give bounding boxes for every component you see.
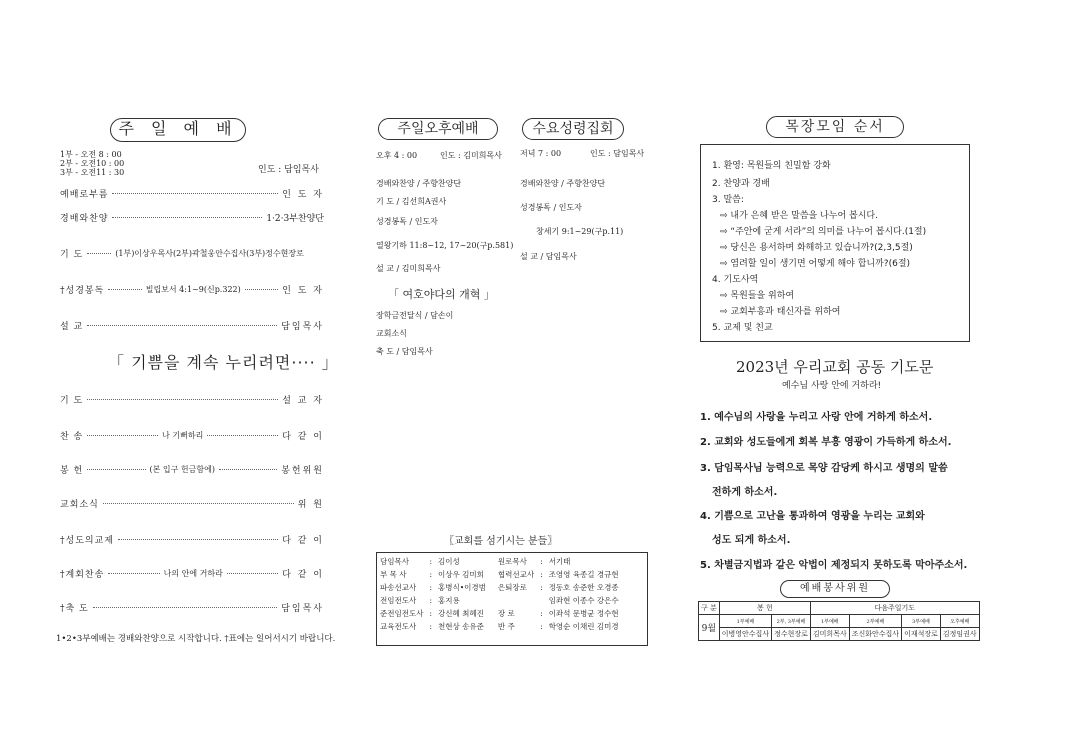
row-label: 교회소식 [60,499,99,510]
afternoon-leader: 인도 : 김미희목사 [440,151,502,160]
row-right: 인 도 자 [282,285,324,296]
staff-name: 이좌석 문병균 정수현 [548,609,619,618]
duty-title: 예배봉사위원 [780,580,890,598]
duty-sub: 2부예배 [849,615,901,628]
duty-month: 9월 [699,615,720,641]
prayer-line: 4. 기쁨으로 고난을 통과하여 영광을 누리는 교회와 [700,511,925,522]
staff-name: 홍병식•이경범 [438,583,486,592]
service-times [60,150,124,177]
order-row [60,282,324,296]
prayer-title: 2023년 우리교회 공동 기도문 [736,358,934,376]
staff-name: 서기태 [548,557,571,566]
row-right: 다 같 이 [282,569,324,580]
staff-role: 은퇴장로 [497,583,527,592]
staff-role: 전임전도사 [380,596,417,605]
wednesday-item: 경배와찬양 / 주향찬양단 [520,179,606,188]
time-1: 1부 - 오전 8 : 00 [60,150,122,159]
wednesday-service-title: 수요성령집회 [522,118,624,140]
cell-meeting-title: 목장모임 순서 [766,116,904,138]
duty-value: 김미희목사 [810,628,849,641]
staff-row: 원로목사 : 서기태 [495,555,622,568]
cell-line: 4. 기도사역 [712,275,759,285]
time-2: 2부 - 오전10 : 00 [60,159,125,168]
prayer-line: 3. 담임목사님 능력으로 목양 감당케 하시고 생명의 말씀 [700,463,948,474]
row-right: 인 도 자 [282,189,324,200]
duty-table [698,601,980,641]
row-right: 봉헌위원 [281,465,324,476]
staff-row: 교육전도사 : 천현상 송유준 [377,620,489,633]
order-row [60,496,324,510]
footnote: 1•2•3부예배는 경배와찬양으로 시작합니다. †표에는 일어서시기 바랍니다. [56,634,336,644]
duty-value: 조신화안수집사 [849,628,901,641]
cell-line: ⇨ 내가 은혜 받은 말씀을 나누어 봅시다. [720,211,878,221]
row-label: 예배로부름 [60,189,109,200]
row-label: †성도의교제 [60,535,114,546]
staff-role: 교육전도사 [380,622,417,631]
cell-line: ⇨ 교회부흥과 태신자를 위하여 [720,307,841,317]
staff-name: 정동호 송준한 오경종 [548,583,619,592]
staff-row: 파송선교사 : 홍병식•이경범 [377,581,489,594]
row-mid: 나 기뻐하리 [162,430,204,440]
duty-sub: 2부, 3부예배 [772,615,811,628]
row-right: 위 원 [297,499,324,510]
duty-value: 이재석장로 [902,628,941,641]
staff-name: 이상우 김미희 [438,570,484,579]
prayer-line: 2. 교회와 성도들에게 회복 부흥 영광이 가득하게 하소서. [700,437,952,448]
staff-row: 부 목 사 : 이상우 김미희 [377,568,489,581]
afternoon-service-title: 주일오후예배 [378,118,498,140]
order-row [60,186,324,200]
staff-title: 〖교회를 섬기시는 분들〗 [444,536,558,547]
staff-row: 협력선교사 : 조영영 육종길 경규현 [495,568,622,581]
afternoon-item: 기 도 / 김선희A권사 [376,197,447,206]
row-label: 기 도 [60,395,84,406]
duty-col-category: 구 분 [699,602,720,615]
wednesday-item: 창세기 9:1~29(구p.11) [536,227,624,236]
prayer-line: 성도 되게 하소서. [712,535,791,546]
row-label: 경배와찬양 [60,213,109,224]
duty-sub: 3부예배 [902,615,941,628]
row-right: 담임목사 [281,603,324,614]
duty-value: 김정임권사 [940,628,979,641]
staff-role: 부 목 사 [380,570,407,579]
staff-name: 강신혜 최혜진 [438,609,484,618]
afternoon-item: 열왕기하 11:8~12, 17~20(구p.581) [376,241,514,250]
order-row [60,566,324,580]
afternoon-item: 성경봉독 / 인도자 [376,217,438,226]
prayer-line: 1. 예수님의 사랑을 누리고 사랑 안에 거하게 하소서. [700,412,933,423]
afternoon-item: 경배와찬양 / 주향찬양단 [376,179,462,188]
prayer-line: 전하게 하소서. [712,487,778,498]
staff-role: 원로목사 [497,557,527,566]
staff-role: 담임목사 [380,557,409,566]
staff-row: 담임목사 : 김이성 [377,555,489,568]
wednesday-leader: 인도 : 담임목사 [590,149,645,158]
row-label: †계회찬송 [60,569,105,580]
afternoon-sermon-title: 「 여호야다의 개혁 」 [388,288,495,301]
staff-role: 반 주 [497,622,515,631]
staff-left-table [377,555,489,633]
duty-col-prayer: 다음주일기도 [810,602,979,615]
duty-sub: 오후예배 [940,615,979,628]
cell-line: 5. 교제 및 친교 [712,323,773,333]
afternoon-item: 교회소식 [376,329,407,338]
order-row [60,428,324,442]
wednesday-item: 설 교 / 담임목사 [520,252,577,261]
row-label: 기 도 [60,249,84,260]
order-row [60,600,324,614]
staff-name: 조영영 육종길 경규현 [548,570,619,579]
row-label: 봉 헌 [60,465,84,476]
cell-line: 2. 찬양과 경배 [712,179,770,189]
staff-name: 홍지용 [438,596,460,605]
staff-role: 협력선교사 [497,570,535,579]
row-label: †축 도 [60,603,89,614]
staff-name: 천현상 송유준 [438,622,484,631]
order-row [60,210,324,224]
order-row [60,246,324,260]
duty-header-row [699,602,980,615]
staff-right-table [495,555,622,633]
row-right: 설 교 자 [282,395,324,406]
row-label: 설 교 [60,321,84,332]
cell-line: ⇨ 당신은 용서하며 화해하고 있습니까?(2,3,5절) [720,243,913,253]
prayer-line: 5. 차별금지법과 같은 악법이 제정되지 못하도록 막아주소서. [700,560,968,571]
row-mid: 나의 안에 거하라 [163,568,223,578]
staff-role: 파송선교사 [380,583,417,592]
cell-line: ⇨ 목원들을 위하여 [720,291,795,301]
row-right: 담임목사 [281,321,324,332]
staff-role: 장 로 [497,609,515,618]
staff-row: 반 주 : 학영순 이채린 김미경 [495,620,622,633]
cell-line: ⇨ 염려할 일이 생기면 어떻게 해야 합니까?(6절) [720,259,911,269]
staff-row: 장 로 : 이좌석 문병균 정수현 [495,607,622,620]
wednesday-item: 성경봉독 / 인도자 [520,203,582,212]
time-3: 3부 - 오전11 : 30 [60,168,125,177]
staff-box [376,552,648,646]
duty-col-offering: 봉 헌 [719,602,810,615]
row-right: 1·2·3부찬양단 [266,213,324,224]
prayer-subtitle: 예수님 사랑 안에 거하라! [782,381,882,391]
duty-sub-row [699,615,980,628]
afternoon-item: 축 도 / 담임목사 [376,347,433,356]
staff-name: 학영순 이채린 김미경 [548,622,619,631]
cell-line: ⇨ “주안에 굳게 서라”의 의미를 나누어 봅시다.(1절) [720,227,927,237]
staff-name: 김이성 [438,557,460,566]
order-row [60,532,324,546]
order-row [60,318,324,332]
staff-row: 전임전도사 : 홍지용 [377,594,489,607]
duty-value: 이병영안수집사 [719,628,771,641]
row-mid: (1부)이상우목사(2부)곽철웅안수집사(3부)정수현장로 [115,248,304,258]
staff-row: 은퇴장로 : 정동호 송준한 오경종 [495,581,622,594]
afternoon-time: 오후 4 : 00 [376,151,418,160]
row-label: †성경봉독 [60,285,105,296]
staff-row: 준전임전도사 : 강신혜 최혜진 [377,607,489,620]
order-row [60,462,324,476]
row-right: 다 같 이 [282,431,324,442]
row-label: 찬 송 [60,431,84,442]
sunday-service-title: 주 일 예 배 [110,118,246,142]
row-mid: 빌립보서 4:1~9(신p.322) [145,284,241,294]
cell-line: 3. 말씀: [712,195,744,205]
sermon-title: 「 기쁨을 계속 누리려면···· 」 [108,353,339,372]
afternoon-item: 설 교 / 김미희목사 [376,264,441,273]
row-right: 다 같 이 [282,535,324,546]
afternoon-item: 장학금전달식 / 담손이 [376,311,454,320]
staff-row [495,594,622,607]
order-row [60,392,324,406]
leader-line: 인도 : 담임목사 [258,165,319,175]
duty-sub: 1부예배 [719,615,771,628]
staff-name: 임좌현 이종수 강은수 [548,596,619,605]
duty-value-row [699,628,980,641]
staff-role: 준전임전도사 [380,609,424,618]
wednesday-time: 저녁 7 : 00 [520,149,562,158]
row-mid: (본 입구 헌금함에) [149,464,215,474]
staff-role [495,594,537,607]
duty-value: 정수현장로 [772,628,811,641]
cell-line: 1. 환영: 목원들의 친밀함 강화 [712,161,831,171]
duty-sub: 1부예배 [810,615,849,628]
